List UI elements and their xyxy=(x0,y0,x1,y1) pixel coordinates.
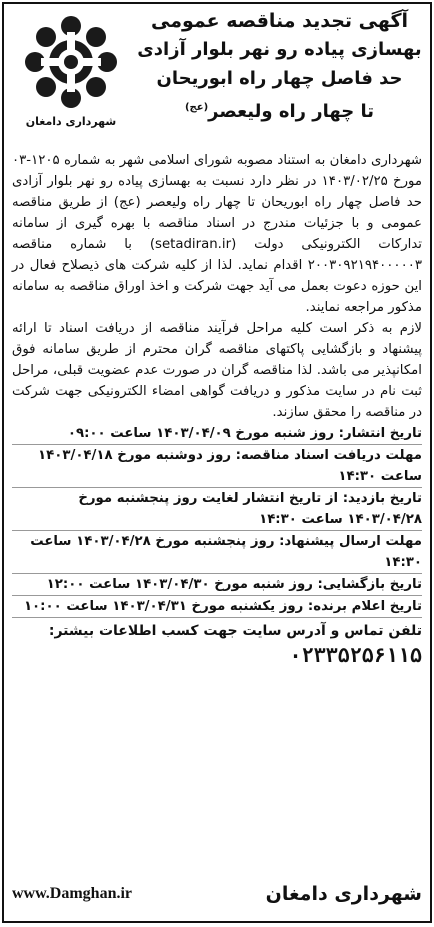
date-submission-deadline: مهلت ارسال پیشنهاد: روز پنجشنبه مورخ ۱۴۰۳/۰۴/۲۸ ساعت ۱۴:۳۰ xyxy=(12,531,422,574)
notice-title xyxy=(137,8,422,126)
contact-block xyxy=(4,618,430,668)
date-opening: تاریخ بازگشایی: روز شنبه مورخ ۱۴۰۳/۰۴/۳۰ ساعت ۱۲:۰۰ xyxy=(12,574,422,596)
footer-brand: شهرداری دامغان xyxy=(265,883,422,905)
date-doc-deadline: مهلت دریافت اسناد مناقصه: روز دوشنبه مورخ ۱۴۰۳/۰۴/۱۸ ساعت ۱۴:۳۰ xyxy=(12,445,422,488)
schedule-list xyxy=(4,423,430,618)
notice-page xyxy=(2,2,432,923)
title-line-4 xyxy=(137,93,422,126)
municipality-logo xyxy=(12,12,130,134)
intro-paragraph: شهرداری دامغان به استناد مصوبه شورای اسلامی شهر به شماره ۱۲۰۵-۰۳ مورخ ۱۴۰۳/۰۲/۲۵ در نظر دارد نسبت به بهسازی پیاده رو نهر بلوار آزادی حد فاصل چهار راه ابوریحان تا چهار راه ولیعصر (عج) از طریق مناقصه عمومی و با جزئیات مندرج در اسناد مناقصه با بهره گیری از سامانه تدارکات الکترونیکی دولت (setadiran.ir) با شماره مناقصه ۲۰۰۳۰۹۲۱۹۴۰۰۰۰۰۳ اقدام نماید. لذا از کلیه شرکت های ذیصلاح فعال در این حوزه دعوت بعمل می آید جهت شرکت و اخذ اوراق مناقصه به سامانه مذکور مراجعه نمایند. xyxy=(12,153,422,315)
title-line-4-text: تا چهار راه ولیعصر xyxy=(208,101,375,122)
date-winner-announcement: تاریخ اعلام برنده: روز یکشنبه مورخ ۱۴۰۳/۰۴/۳۱ ساعت ۱۰:۰۰ xyxy=(12,596,422,618)
title-line-2: بهسازی پیاده رو نهر بلوار آزادی xyxy=(137,39,422,60)
notice-footer xyxy=(12,883,422,915)
damghan-emblem-icon xyxy=(21,12,121,112)
date-visit: تاریخ بازدید: از تاریخ انتشار لغایت روز پنجشنبه مورخ ۱۴۰۳/۰۴/۲۸ ساعت ۱۴:۳۰ xyxy=(12,488,422,531)
note-paragraph: لازم به ذکر است کلیه مراحل فرآیند مناقصه از دریافت اسناد تا ارائه پیشنهاد و بازگشایی پاکتهای مناقصه گران محترم از طریق سامانه فوق امکانپذیر می باشد. لذا مناقصه گران در صورت عدم عضویت قبلی، مراحل ثبت نام در سایت مذکور و دریافت گواهی امضاء الکترونیکی جهت شرکت در مناقصه را محقق سازند. xyxy=(12,321,422,420)
logo-caption: شهرداری دامغان xyxy=(25,115,117,128)
notice-header xyxy=(4,4,430,150)
title-line-3: حد فاصل چهار راه ابوریحان xyxy=(156,68,403,89)
contact-label: تلفن تماس و آدرس سایت جهت کسب اطلاعات بیشتر: xyxy=(48,623,422,639)
title-line-1: آگهی تجدید مناقصه عمومی xyxy=(150,10,409,32)
contact-phone: ۰۲۳۳۵۲۵۶۱۱۵ xyxy=(289,643,422,667)
date-publish: تاریخ انتشار: روز شنبه مورخ ۱۴۰۳/۰۴/۰۹ ساعت ۰۹:۰۰ xyxy=(12,423,422,445)
footer-website-link[interactable]: www.Damghan.ir xyxy=(12,885,133,902)
notice-body xyxy=(4,150,430,423)
title-line-4-sup: (عج) xyxy=(184,102,209,113)
